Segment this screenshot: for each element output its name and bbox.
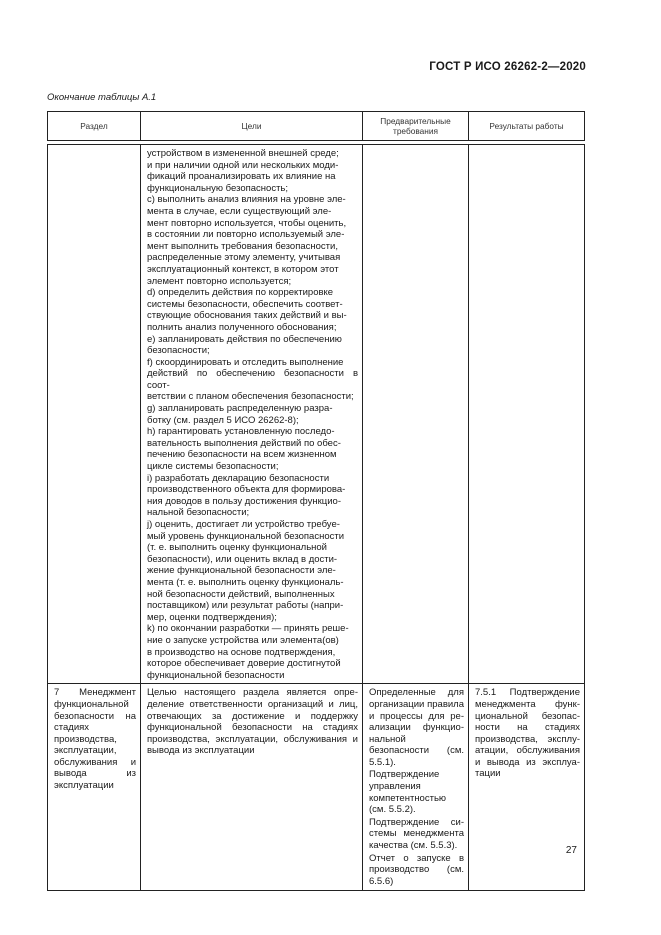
- goals-list-line: ветствии с планом обеспечения безопасности;: [147, 391, 354, 403]
- goals-list-line: распределенные этому элементу, учитывая: [147, 252, 341, 264]
- goals-list-line: e) запланировать действия по обеспечению: [147, 333, 342, 345]
- standard-code: ГОСТ Р ИСО 26262-2—2020: [429, 61, 586, 73]
- goals-list-line: c) выполнить анализ влияния на уровне эле-: [147, 194, 346, 206]
- requirements-table: [47, 111, 585, 891]
- table-caption: Окончание таблицы А.1: [47, 92, 157, 103]
- goals-list-line: j) оценить, достигает ли устройство требуе-: [147, 519, 340, 530]
- goals-list-line: f) скоординировать и отследить выполнение: [147, 356, 344, 368]
- cell-work-results: [469, 684, 585, 891]
- goals-list-line: g) запланировать распределенную разра-: [147, 403, 333, 415]
- goals-list-line: безопасности), или оценить вклад в дости-: [147, 553, 338, 565]
- cell-goals: [141, 684, 363, 891]
- cell-goals: [141, 145, 363, 684]
- page-number: 27: [565, 845, 577, 856]
- goals-list-line: мер, оценки подтверждения);: [147, 611, 277, 623]
- table-row: [48, 684, 585, 891]
- cell-section: [48, 145, 141, 684]
- goals-list-line: в производство на основе подтверждения,: [147, 646, 336, 658]
- goals-list-line: ботку (см. раздел 5 ИСО 26262-8);: [147, 414, 299, 426]
- column-header-work-results: Результаты работы: [469, 112, 585, 141]
- goals-list-line: мента (т. е. выполнить оценку функциональ-: [147, 576, 344, 588]
- table-header-row: [48, 112, 585, 141]
- goals-list-line: нальной безопасности;: [147, 507, 250, 519]
- goals-list-line: вательность выполнения действий по обес-: [147, 437, 341, 449]
- goals-list-line: поставщиком) или результат работы (напри-: [147, 600, 344, 612]
- goals-list-line: цикле системы безопасности;: [147, 461, 279, 473]
- goals-list-line: которое обеспечивает доверие достигнутой: [147, 658, 341, 670]
- goals-list-line: системы безопасности, обеспечить соответ-: [147, 298, 343, 310]
- prerequisite-item: Подтверждение системы менеджмента качества (см. 5.5.3).: [369, 816, 464, 852]
- goals-list-line: мент выполнить требования безопасности,: [147, 240, 338, 252]
- prerequisites-list: [363, 684, 468, 890]
- table-row: [48, 145, 585, 684]
- column-header-goals: Цели: [141, 112, 363, 141]
- goals-list-line: жение функциональной безопасности эле-: [147, 565, 336, 577]
- goals-list-line: ние о запуске устройства или элемента(ов): [147, 634, 339, 646]
- goals-list-line: d) определить действия по корректировке: [147, 287, 334, 299]
- prerequisite-item: Подтверждение управления компетентностью (см. 5.5.2).: [369, 769, 447, 816]
- goals-list-line: мента в случае, если существующий эле-: [147, 205, 332, 217]
- goals-list-line: k) по окончании разработки — принять реше-: [147, 623, 349, 635]
- cell-prerequisites: [363, 684, 469, 891]
- goals-list-line: ствующие обоснования таких действий и вы-: [147, 310, 347, 322]
- goals-list-line: функциональную безопасность;: [147, 182, 289, 194]
- cell-section: [48, 684, 141, 891]
- goals-list-line: фикаций проанализировать их влияние на: [147, 171, 336, 183]
- goals-list-line: печению безопасности на всем жизненном: [147, 449, 337, 461]
- section-title: 7 Менеджмент функциональной безопасности на стадиях производства, эксплуатации, обслуживания и вывода из эксплуатации: [54, 687, 136, 792]
- goals-list-line: i) разработать декларацию безопасности: [147, 472, 330, 484]
- goals-list-line: и при наличии одной или нескольких моди-: [147, 159, 339, 171]
- goals-list-line: эксплуатационный контекст, в котором этот: [147, 263, 339, 275]
- goals-list-line: мент повторно используется, чтобы оценить,: [147, 217, 347, 229]
- goals-list-line: мый уровень функциональной безопасности: [147, 530, 345, 542]
- goals-list-line: ния доводов в пользу достижения функцио-: [147, 495, 341, 507]
- goals-list-line: функциональной безопасности: [147, 669, 285, 681]
- prerequisite-item: Отчет о запуске в производство (см. 6.5.6): [369, 852, 464, 887]
- cell-prerequisites: [363, 145, 469, 684]
- goals-list-line: ной безопасности действий, выполненных: [147, 588, 335, 600]
- goals-list-line: элемент повторно используется;: [147, 275, 292, 287]
- goals-list-line: производственного объекта для формирова-: [147, 484, 346, 496]
- goals-list-line: устройством в измененной внешней среде;: [147, 148, 339, 159]
- goals-list: [141, 145, 362, 683]
- goals-list-line: h) гарантировать установленную последо-: [147, 426, 335, 438]
- prerequisite-item: Определенные для организации правила и процессы для реализации функциональной безопасности (см. 5.5.1).: [369, 687, 464, 768]
- goals-list-line: (т. е. выполнить оценку функциональной: [147, 542, 327, 554]
- cell-work-results: [469, 145, 585, 684]
- goals-list-line: в состоянии ли повторно используемый эле-: [147, 229, 345, 241]
- column-header-section: Раздел: [48, 112, 141, 141]
- goals-text: Целью настоящего раздела является определение ответственности организаций и лиц, отвечающих за достижение и поддержку функциональной безопасности на стадиях производства, эксплуатации, обслуживания и вывода из эксплуатации: [147, 687, 358, 757]
- goals-list-line: полнить анализ полученного обоснования;: [147, 321, 337, 333]
- work-results-text: 7.5.1 Подтверждение менеджмента функциональной безопасности на стадиях производства, эксплуатации, обслуживания и вывода из эксплуатации: [475, 687, 580, 780]
- goals-list-line: безопасности;: [147, 345, 210, 357]
- column-header-prerequisites: Предварительные требования: [363, 112, 469, 141]
- goals-list-line: действий по обеспечению безопасности в соот-: [147, 368, 358, 391]
